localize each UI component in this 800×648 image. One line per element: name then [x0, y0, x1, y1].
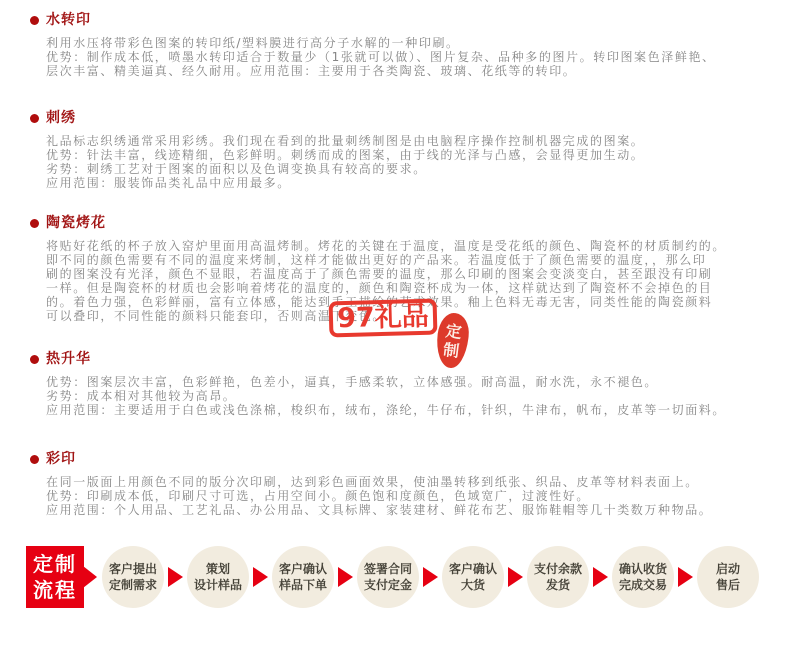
- step-label-line: 完成交易: [618, 578, 667, 592]
- paragraph-line: 优势：图案层次丰富，色彩鲜艳，色差小，逼真，手感柔软，立体感强。耐高温，耐水洗，永不褪色。: [46, 375, 659, 389]
- section-title: 热升华: [46, 351, 91, 367]
- paragraph-line: 刷的图案没有光泽，颜色不显眼，若温度高于了颜色需要的温度，那么印刷的图案会变淡变白，甚至跟没有印刷: [46, 267, 713, 281]
- step-label-line: 支付定金: [363, 578, 412, 592]
- step-label-line: 签署合同: [363, 562, 412, 576]
- arrow-right-icon: [593, 567, 608, 587]
- step-label-line: 策划: [205, 562, 230, 576]
- section-header: [0, 213, 800, 233]
- flow-title-arrow-icon: [83, 566, 97, 588]
- section-body: [46, 375, 800, 417]
- step-label-line: 客户确认: [278, 562, 327, 576]
- process-step-7: [612, 546, 674, 608]
- section-header: [0, 449, 800, 469]
- paragraph-line: 将贴好花纸的杯子放入窑炉里面用高温烤制。烤花的关键在于温度，温度是受花纸的颜色、陶瓷杯的材质制约的。: [46, 239, 727, 253]
- bullet-icon: [30, 219, 39, 228]
- step-label-line: 大货: [460, 578, 485, 592]
- paragraph-line: 劣势：刺绣工艺对于图案的面积以及色调变换具有较高的要求。: [46, 162, 427, 176]
- arrow-right-icon: [423, 567, 438, 587]
- paragraph-line: 优势：针法丰富，线迹精细，色彩鲜明。刺绣而成的图案，由于线的光泽与凸感，会显得更加生动。: [46, 148, 645, 162]
- process-step-3: [272, 546, 334, 608]
- step-label-line: 启动: [715, 562, 740, 576]
- arrow-right-icon: [338, 567, 353, 587]
- arrow-right-icon: [678, 567, 693, 587]
- paragraph-line: 应用范围：个人用品、工艺礼品、办公用品、文具标牌、家装建材、鲜花布艺、服饰鞋帽等几十类数万种物品。: [46, 503, 713, 517]
- process-step-2: [187, 546, 249, 608]
- step-label-line: 支付余款: [533, 562, 582, 576]
- section-title: 彩印: [46, 451, 76, 467]
- paragraph-line: 层次丰富、精美逼真、经久耐用。应用范围：主要用于各类陶瓷、玻璃、花纸等的转印。: [46, 64, 577, 78]
- bullet-icon: [30, 16, 39, 25]
- paragraph-line: 的。着色力强，色彩鲜丽，富有立体感，能达到手工描绘的艺术效果。釉上色料无毒无害，同类性能的陶瓷颜料: [46, 295, 713, 309]
- arrow-right-icon: [168, 567, 183, 587]
- step-label-line: 客户提出: [108, 562, 157, 576]
- step-label-line: 售后: [715, 578, 740, 592]
- process-step-1: [102, 546, 164, 608]
- step-label-line: 设计样品: [193, 578, 242, 592]
- paragraph-line: 礼品标志织绣通常采用彩绣。我们现在看到的批量刺绣制图是由电脑程序操作控制机器完成的图案。: [46, 134, 645, 148]
- paragraph-line: 利用水压将带彩色图案的转印纸/塑料膜进行高分子水解的一种印刷。: [46, 36, 460, 50]
- process-steps: [102, 546, 759, 608]
- paragraph-line: 在同一版面上用颜色不同的版分次印刷，达到彩色画面效果，使油墨转移到纸张、织品、皮革等材料表面上。: [46, 475, 699, 489]
- seal-char-bottom: 制: [442, 339, 461, 361]
- section-title: 水转印: [46, 12, 91, 28]
- paragraph-line: 一样。但是陶瓷杯的材质也会影响着烤花的温度的，颜色和陶瓷杯成为一体，这样就达到了陶瓷杯不会掉色的目: [46, 281, 713, 295]
- section-header: [0, 108, 800, 128]
- paragraph-line: 应用范围：服装饰品类礼品中应用最多。: [46, 176, 291, 190]
- watermark-badge: 97礼品: [329, 299, 438, 338]
- paragraph-line: 优势：印刷成本低，印刷尺寸可选，占用空间小。颜色饱和度颜色，色域宽广，过渡性好。: [46, 489, 591, 503]
- paragraph-line: 应用范围：主要适用于白色或浅色涤棉，梭织布，绒布，涤纶，牛仔布，针织，牛津布，帆布，皮革等一切面料。: [46, 403, 727, 417]
- bullet-icon: [30, 114, 39, 123]
- paragraph-line: 劣势：成本相对其他较为高昂。: [46, 389, 237, 403]
- section-header: [0, 349, 800, 369]
- section-body: [46, 475, 800, 517]
- process-step-4: [357, 546, 419, 608]
- process-flow: [26, 546, 759, 608]
- section-header: [0, 10, 800, 30]
- paragraph-line: 即不同的颜色需要有不同的温度来烤制，这样才能做出更好的产品来。若温度低于了颜色需要的温度，，那么印: [46, 253, 707, 267]
- arrow-right-icon: [508, 567, 523, 587]
- section-water-transfer: [0, 10, 800, 78]
- process-step-6: [527, 546, 589, 608]
- step-label-line: 客户确认: [448, 562, 497, 576]
- process-step-5: [442, 546, 504, 608]
- section-body: [46, 134, 800, 190]
- process-flow-title: [26, 546, 84, 608]
- section-title: 刺绣: [46, 110, 76, 126]
- bullet-icon: [30, 355, 39, 364]
- process-step-8: [697, 546, 759, 608]
- section-color-print: [0, 449, 800, 517]
- step-label-line: 样品下单: [278, 578, 327, 592]
- step-label-line: 定制需求: [108, 578, 157, 592]
- section-title: 陶瓷烤花: [46, 215, 106, 231]
- flow-title-line: 流程: [33, 578, 77, 602]
- paragraph-line: 可以叠印，不同性能的颜料只能套印，否则高温下变色。: [46, 309, 387, 323]
- step-label-line: 确认收货: [618, 562, 667, 576]
- seal-char-top: 定: [444, 320, 463, 342]
- section-thermal-sublimation: [0, 349, 800, 417]
- flow-title-line: 定制: [33, 552, 77, 576]
- step-label-line: 发货: [545, 578, 570, 592]
- section-body: [46, 36, 800, 78]
- section-embroidery: [0, 108, 800, 190]
- paragraph-line: 优势：制作成本低，喷墨水转印适合于数量少（1张就可以做）、图片复杂、品种多的图片。转印图案色泽鲜艳、: [46, 50, 716, 64]
- arrow-right-icon: [253, 567, 268, 587]
- bullet-icon: [30, 455, 39, 464]
